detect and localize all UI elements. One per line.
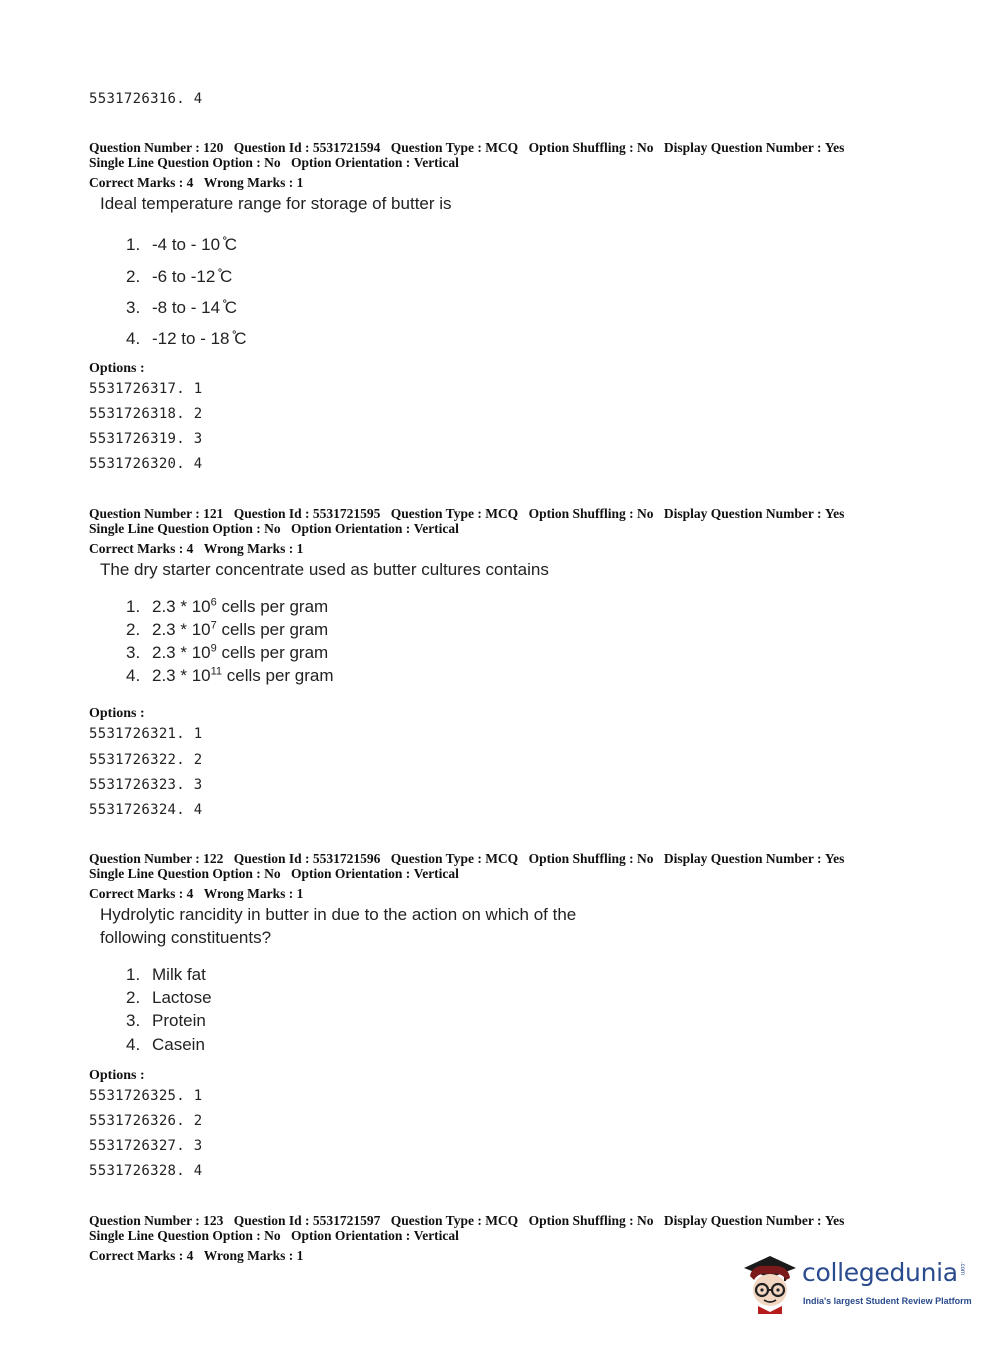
- choice-item: 3. Protein: [126, 1011, 206, 1030]
- choice-item: 1. -4 to - 10 ̊C: [126, 235, 238, 254]
- question-text: Ideal temperature range for storage of butter is: [100, 194, 452, 213]
- question-meta-line1: Question Number : 120 Question Id : 5531721594 Question Type : MCQ Option Shuffling : No Display Question Number : Yes: [89, 140, 845, 155]
- choice-item: 1. Milk fat: [126, 965, 206, 984]
- options-label: Options :: [89, 1068, 145, 1083]
- options-label: Options :: [89, 706, 145, 721]
- choice-item: 3. -8 to - 14 ̊C: [126, 298, 238, 317]
- choice-item: 2. -6 to -12 ̊C: [126, 267, 233, 286]
- logo-tagline: India's largest Student Review Platform: [803, 1296, 972, 1306]
- question-meta-line1: Question Number : 122 Question Id : 5531721596 Question Type : MCQ Option Shuffling : No Display Question Number : Yes: [89, 851, 845, 866]
- option-id-line: 5531726318. 2: [89, 406, 203, 422]
- option-id-line: 5531726324. 4: [89, 802, 203, 818]
- question-meta-line2: Single Line Question Option : No Option Orientation : Vertical: [89, 866, 459, 881]
- marks-line: Correct Marks : 4 Wrong Marks : 1: [89, 1248, 304, 1263]
- option-id-line: 5531726328. 4: [89, 1163, 203, 1179]
- choice-item: 2. Lactose: [126, 988, 212, 1007]
- marks-line: Correct Marks : 4 Wrong Marks : 1: [89, 886, 304, 901]
- option-id-line: 5531726326. 2: [89, 1113, 203, 1129]
- question-text: The dry starter concentrate used as butter cultures contains: [100, 560, 549, 579]
- question-text: [100, 903, 576, 949]
- question-meta-line1: Question Number : 121 Question Id : 5531721595 Question Type : MCQ Option Shuffling : No Display Question Number : Yes: [89, 506, 845, 521]
- choice-item: 2. $2.3 * 10^7$ cells per gram: [126, 619, 329, 639]
- option-id-line: 5531726317. 1: [89, 381, 203, 397]
- question-meta-line2: Single Line Question Option : No Option Orientation : Vertical: [89, 1228, 459, 1243]
- option-id-line: 5531726319. 3: [89, 431, 203, 447]
- choice-item: 3. $2.3 * 10^9$ cells per gram: [126, 642, 329, 662]
- logo-wordmark: collegedunia: [802, 1258, 958, 1287]
- logo-suffix: .com: [959, 1262, 965, 1276]
- choice-item: 4. $2.3 * 10^{11}$ cells per gram: [126, 665, 334, 685]
- option-id-line: 5531726325. 1: [89, 1088, 203, 1104]
- option-id-line: 5531726316. 4: [89, 91, 203, 107]
- option-id-line: 5531726327. 3: [89, 1138, 203, 1154]
- question-text-line: Hydrolytic rancidity in butter in due to the action on which of the: [100, 905, 577, 924]
- choice-item: 1. $2.3 * 10^6$ cells per gram: [126, 596, 329, 616]
- question-meta-line2: Single Line Question Option : No Option Orientation : Vertical: [89, 521, 459, 536]
- collegedunia-logo: [742, 1250, 972, 1320]
- option-id-line: 5531726321. 1: [89, 726, 203, 742]
- choice-item: 4. Casein: [126, 1035, 205, 1054]
- marks-line: Correct Marks : 4 Wrong Marks : 1: [89, 541, 304, 556]
- question-meta-line1: Question Number : 123 Question Id : 5531721597 Question Type : MCQ Option Shuffling : No Display Question Number : Yes: [89, 1213, 845, 1228]
- question-text-line: following constituents?: [100, 928, 272, 947]
- question-meta-line2: Single Line Question Option : No Option Orientation : Vertical: [89, 155, 459, 170]
- options-label: Options :: [89, 361, 145, 376]
- option-id-line: 5531726320. 4: [89, 456, 203, 472]
- marks-line: Correct Marks : 4 Wrong Marks : 1: [89, 175, 304, 190]
- option-id-line: 5531726323. 3: [89, 777, 203, 793]
- option-id-line: 5531726322. 2: [89, 752, 203, 768]
- choice-item: 4. -12 to - 18 ̊C: [126, 329, 247, 348]
- mascot-icon: [742, 1250, 800, 1316]
